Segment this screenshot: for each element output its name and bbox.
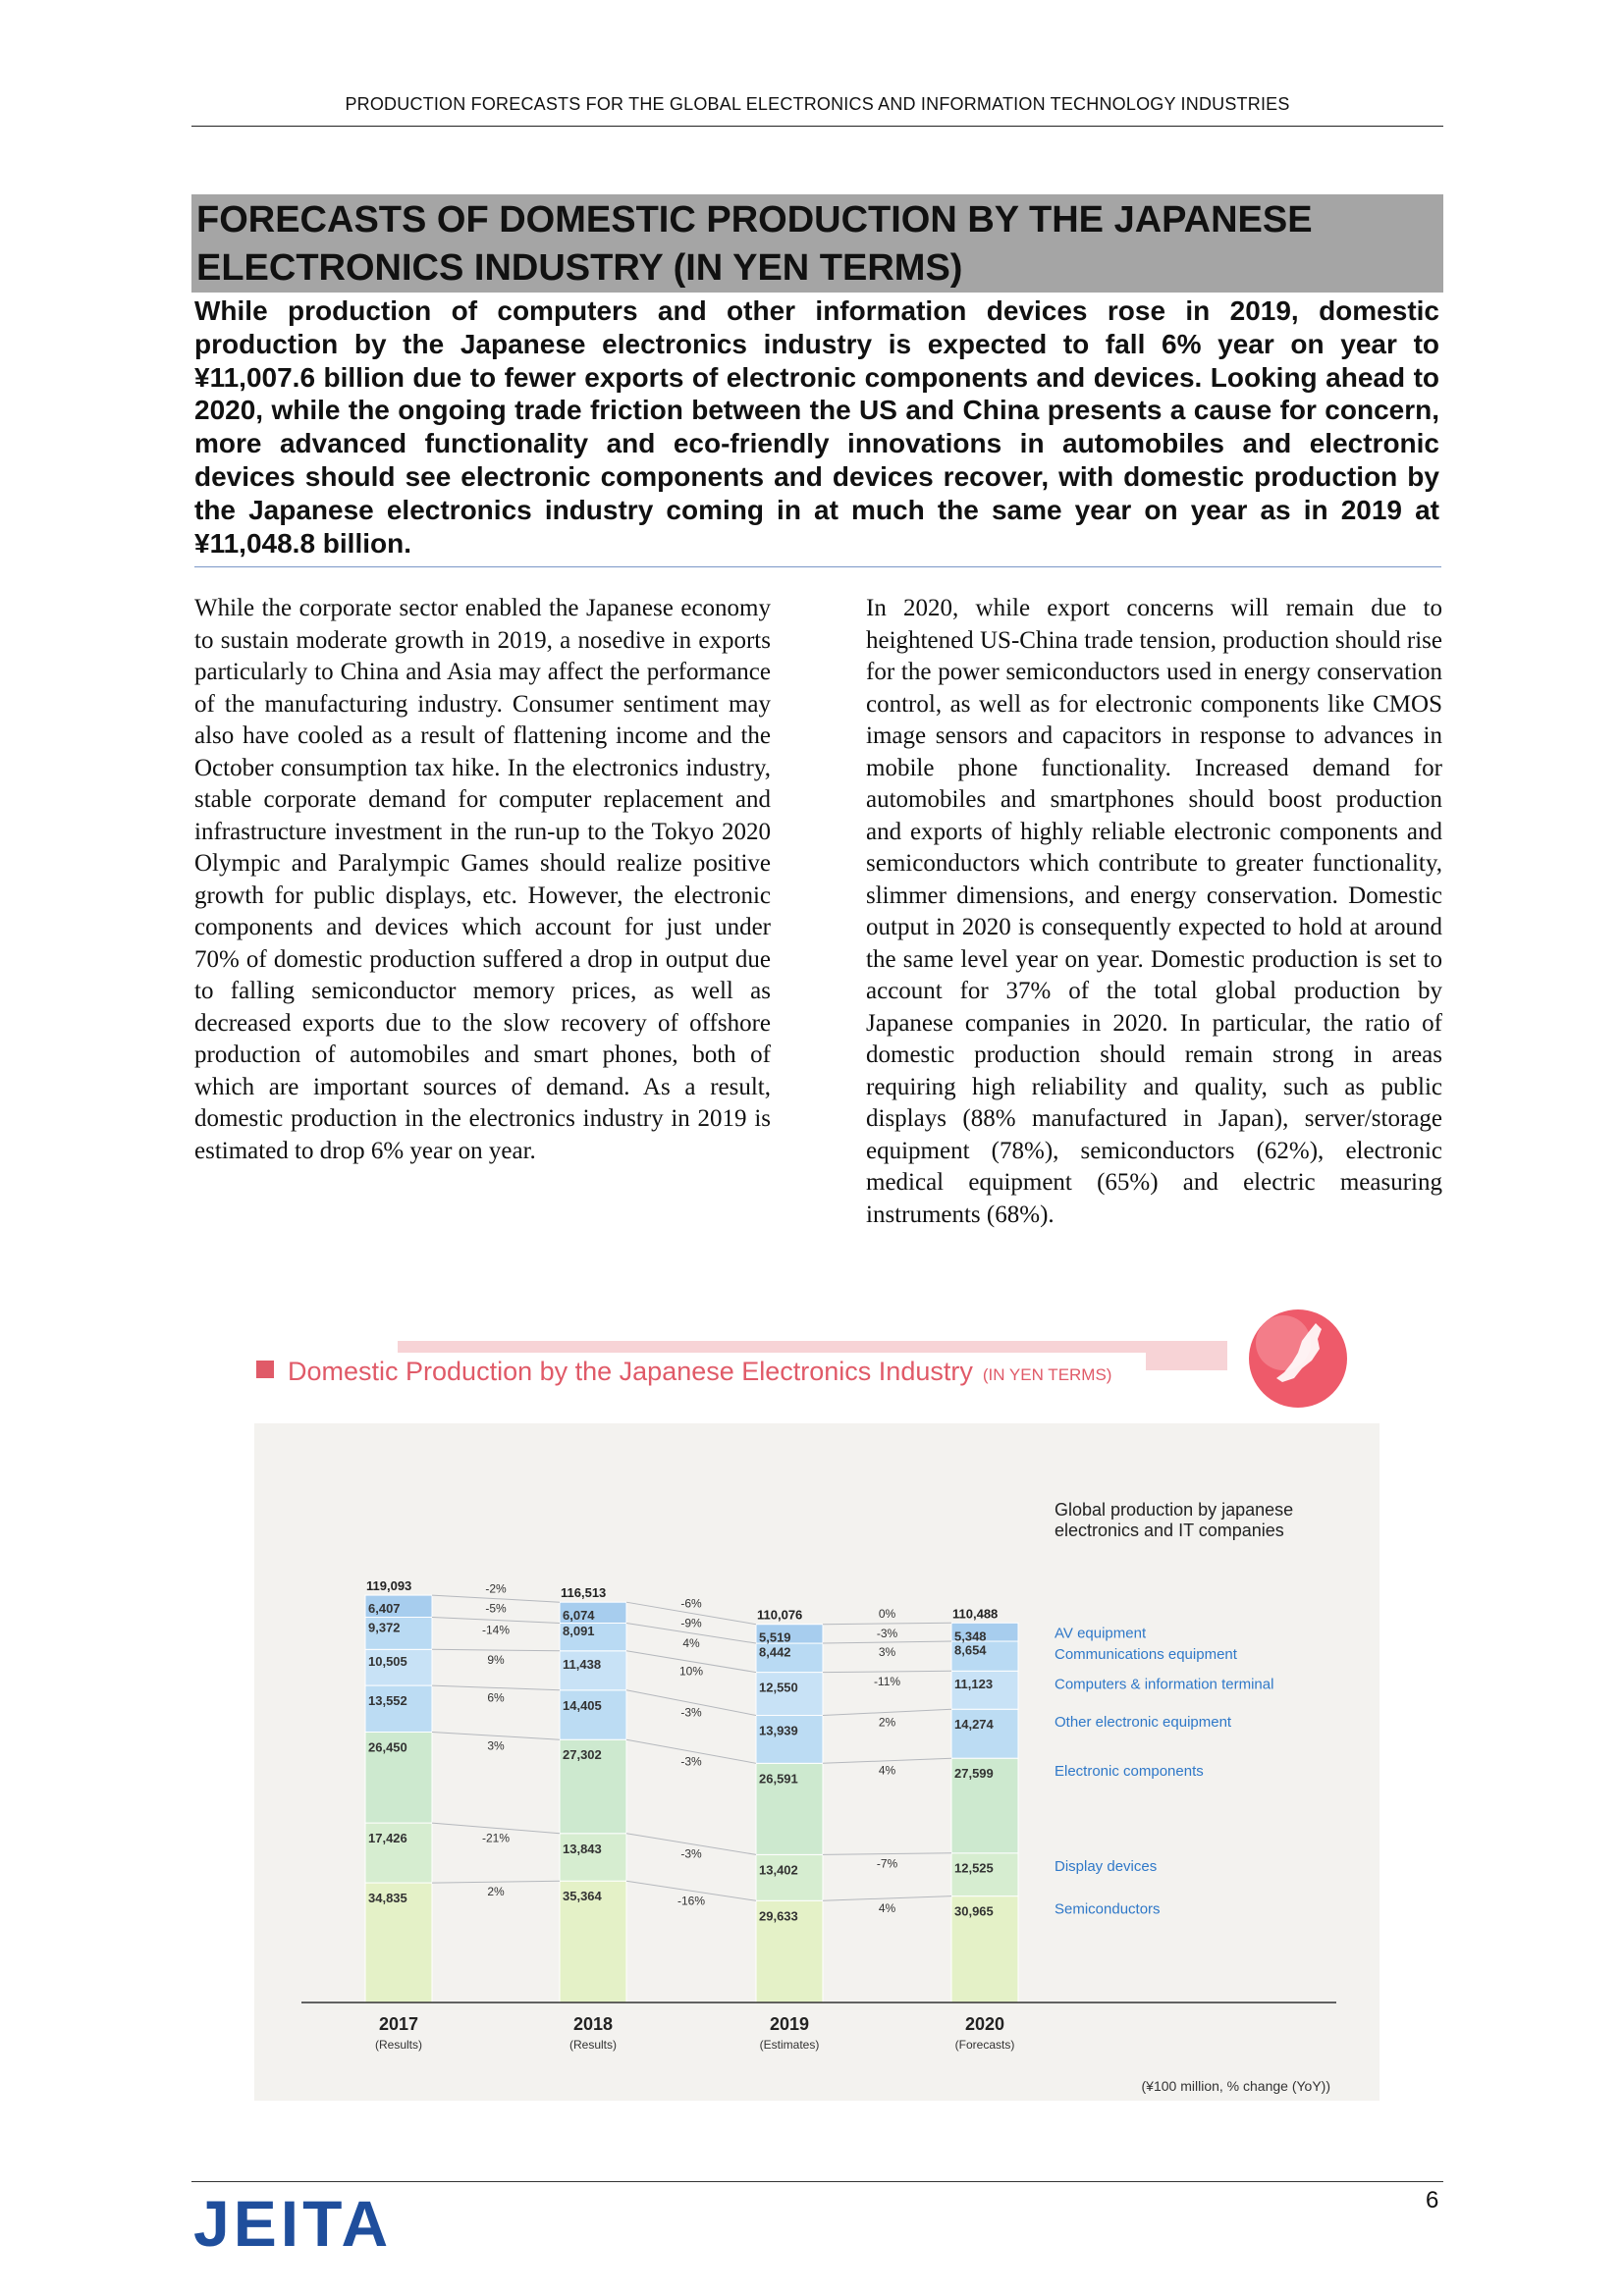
lead-divider [194,566,1441,567]
change-label: -11% [873,1674,901,1688]
bar-value-label: 8,442 [759,1644,791,1660]
section-title-line1: FORECASTS OF DOMESTIC PRODUCTION BY THE JAPANESE [196,199,1313,240]
lead-paragraph: While production of computers and other information devices rose in 2019, domestic production by the Japanese electronics industry is expected to fall 6% year on year to ¥11,007.6 billion due to fewer exports of electronic components and devices. Looking ahead to 2020, while the ongoing trade friction between the US and China presents a cause for concern, more advanced functionality and eco-friendly innovations in automobiles and electronic devices should see electronic components and devices recover, with domestic production by the Japanese electronics industry coming in at much the same year on year as in 2019 at ¥11,048.8 billion. [194,295,1439,559]
header-divider [191,126,1443,127]
bar-value-label: 9,372 [368,1620,401,1635]
legend-item: AV equipment [1055,1625,1147,1642]
change-label: 2% [878,1715,896,1730]
change-label: 9% [487,1653,505,1668]
x-tick-note: (Results) [568,2038,618,2052]
change-label: 3% [487,1738,505,1753]
bar-value-label: 29,633 [759,1908,798,1924]
legend-item: Display devices [1055,1857,1158,1875]
bar-value-label: 5,519 [759,1629,791,1645]
bar-value-label: 27,302 [563,1747,602,1763]
legend-title-line2: electronics and IT companies [1055,1521,1284,1540]
chart-title-suffix: (IN YEN TERMS) [982,1365,1112,1384]
bar-value-label: 13,552 [368,1693,407,1709]
total-label: 119,093 [366,1578,412,1594]
legend-item: Semiconductors [1055,1900,1161,1918]
x-tick-note: (Results) [374,2038,423,2052]
change-label: 6% [487,1690,505,1705]
change-label: -3% [680,1705,702,1720]
x-tick-note: (Estimates) [759,2038,820,2052]
change-label: -9% [680,1616,702,1630]
bar-value-label: 8,654 [954,1642,987,1658]
chart-title-main: Domestic Production by the Japanese Electronics Industry [288,1357,973,1386]
bar-value-label: 5,348 [954,1629,987,1644]
change-label: -3% [876,1627,898,1641]
body-column-right: In 2020, while export concerns will remain due to heightened US-China trade tension, production should rise for the power semiconductors used in energy conservation control, as well as for electronic components like CMOS image sensors and capacitors in response to advances in mobile phone functionality. Increased demand for automobiles and smartphones should boost production and exports of highly reliable electronic components and semiconductors which contribute to greater functionality, slimmer dimensions, and energy conservation. Domestic output in 2020 is consequently expected to hold at around the same level year on year. Domestic production is set to account for 37% of the total global production by Japanese companies in 2020. In particular, the ratio of domestic production should remain strong in areas requiring high reliability and quality, such as public displays (88% manufactured in Japan), server/storage equipment (78%), semiconductors (62%), electronic medical equipment (65%) and electric measuring instruments (68%). [866,595,1442,1228]
total-change-label: 0% [878,1607,896,1622]
chart-svg [250,1306,1384,2110]
section-title-line2: ELECTRONICS INDUSTRY (IN YEN TERMS) [196,247,963,289]
change-label: -7% [876,1856,898,1871]
chart-title-marker [256,1361,274,1378]
x-tick-note: (Forecasts) [954,2038,1015,2052]
change-label: -5% [485,1601,507,1616]
change-label: 4% [878,1763,896,1778]
page-number: 6 [1426,2187,1439,2214]
change-label: 4% [878,1900,896,1915]
total-change-label: -6% [680,1596,702,1611]
body-column-left: While the corporate sector enabled the Japanese economy to sustain moderate growth in 2019, a nosedive in exports particularly to China and Asia may affect the performance of the manufacturing industry. Consumer sentiment may also have cooled as a result of flattening income and the October consumption tax hike. In the electronics industry, stable corporate demand for computer replacement and infrastructure investment in the run-up to the Tokyo 2020 Olympic and Paralympic Games should realize positive growth for public displays, etc. However, the electronic components and devices which account for just under 70% of domestic production suffered a drop in output due to falling semiconductor memory prices, as well as decreased exports due to the slow recovery of offshore production of automobiles and smart phones, both of which are important sources of demand. As a result, domestic production in the electronics industry in 2019 is estimated to drop 6% year on year. [194,595,771,1164]
legend-item: Other electronic equipment [1055,1714,1232,1732]
x-tick-label: 2020 [964,2014,1005,2034]
bar-value-label: 11,123 [954,1676,994,1691]
change-label: -3% [680,1754,702,1769]
jeita-logo [193,2191,459,2256]
bar-value-label: 14,405 [563,1697,602,1713]
bar-value-label: 6,074 [563,1608,595,1624]
chart-unit-note: (¥100 million, % change (YoY)) [1141,2078,1330,2094]
x-tick-label: 2018 [572,2014,614,2034]
bar-value-label: 17,426 [368,1831,407,1846]
bar-value-label: 12,550 [759,1680,798,1695]
bar-value-label: 10,505 [368,1653,407,1669]
change-label: -14% [481,1623,511,1637]
legend-title-line1: Global production by japanese [1055,1500,1294,1520]
bar-value-label: 13,843 [563,1841,602,1856]
x-tick-label: 2019 [769,2014,810,2034]
bar-value-label: 35,364 [563,1889,602,1904]
change-label: 4% [682,1635,700,1650]
bar-value-label: 34,835 [368,1891,407,1906]
legend-item: Electronic components [1055,1763,1204,1781]
bar-value-label: 6,407 [368,1601,401,1617]
bar-value-label: 8,091 [563,1624,595,1639]
bar-value-label: 27,599 [954,1766,994,1782]
legend-item: Computers & information terminal [1055,1676,1274,1693]
total-label: 110,488 [952,1606,999,1622]
legend-item: Communications equipment [1055,1646,1237,1664]
change-label: -16% [676,1894,706,1908]
bar-value-label: 13,402 [759,1862,798,1878]
section-title [196,196,1443,293]
change-label: -21% [481,1831,511,1845]
jeita-logo-text: JEITA [193,2191,393,2256]
running-header: PRODUCTION FORECASTS FOR THE GLOBAL ELECTRONICS AND INFORMATION TECHNOLOGY INDUSTRIES [345,94,1290,114]
bar-value-label: 30,965 [954,1903,994,1919]
bar-value-label: 11,438 [563,1656,602,1672]
bar-value-label: 26,591 [759,1771,798,1787]
change-label: 2% [487,1885,505,1899]
x-tick-label: 2017 [378,2014,419,2034]
bar-value-label: 14,274 [954,1717,994,1733]
bar-value-label: 13,939 [759,1723,798,1738]
production-chart [250,1306,1384,2110]
change-label: -3% [680,1846,702,1861]
change-label: 3% [878,1645,896,1660]
total-label: 110,076 [757,1607,803,1623]
change-label: 10% [678,1664,704,1679]
bar-value-label: 12,525 [954,1860,994,1876]
total-label: 116,513 [561,1585,607,1601]
bar-value-label: 26,450 [368,1739,407,1755]
total-change-label: -2% [485,1581,507,1596]
footer-divider [191,2181,1443,2182]
